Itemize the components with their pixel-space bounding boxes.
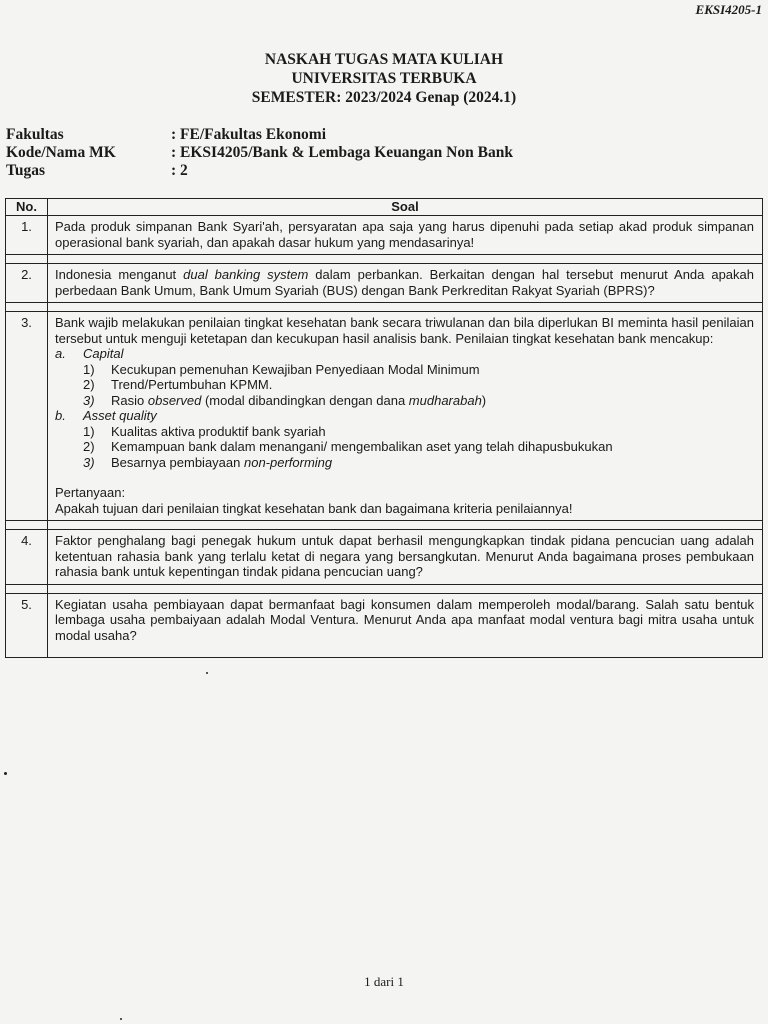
- item-text: Rasio: [111, 392, 148, 408]
- list-item: [55, 439, 754, 455]
- info-value: : FE/Fakultas Ekonomi: [171, 126, 327, 143]
- info-row-kode-mk: [6, 144, 513, 162]
- emphasis-text: observed: [147, 392, 202, 408]
- item-number: 3): [83, 392, 95, 408]
- page-number: 1 dari 1: [364, 974, 404, 989]
- header-semester: SEMESTER: 2023/2024 Genap (2024.1): [251, 89, 517, 106]
- column-header-no: No.: [6, 199, 48, 216]
- table-row: [6, 312, 763, 521]
- question-number: 5.: [6, 593, 48, 658]
- column-header-soal: Soal: [48, 199, 763, 216]
- question-text: [48, 312, 763, 521]
- question-label: Pertanyaan:: [55, 485, 126, 500]
- table-row: [6, 593, 763, 658]
- document-header: [0, 50, 768, 107]
- info-row-tugas: [6, 162, 513, 180]
- table-row: [6, 264, 763, 303]
- item-text: Trend/Pertumbuhan KPMM.: [111, 377, 273, 392]
- item-text: ): [481, 392, 487, 408]
- info-label: Tugas: [6, 162, 46, 179]
- question-text: Kegiatan usaha pembiayaan dapat bermanfaat bagi konsumen dalam memperoleh modal/barang. Salah satu bentuk lembaga usaha pembaiyaan adalah Modal Ventura. Menurut Anda apa manfaat modal ventura bagi mitra usaha untuk modal usaha?: [48, 593, 763, 658]
- table-header-row: [6, 199, 763, 216]
- item-number: 2): [83, 377, 95, 392]
- list-item: [55, 424, 754, 440]
- question-number: 1.: [6, 216, 48, 255]
- info-value: : 2: [171, 162, 188, 179]
- question-intro: Bank wajib melakukan penilaian tingkat kesehatan bank secara triwulanan dan bila diperlukan BI meminta hasil penilaian tersebut untuk menguji ketetapan dan kecukupan hasil analisis bank. Penilaian tingkat kesehatan bank mencakup:: [55, 315, 754, 346]
- question-text: Pada produk simpanan Bank Syari'ah, persyaratan apa saja yang harus dipenuhi pada setiap akad produk simpanan operasional bank syariah, dan apakah dasar hukum yang mendasarinya!: [48, 216, 763, 255]
- table-row: [6, 216, 763, 255]
- item-number: 2): [83, 439, 95, 454]
- item-text: Besarnya pembiayaan: [111, 454, 244, 470]
- question-table: [5, 198, 763, 658]
- subsection-title: Capital: [83, 346, 124, 361]
- row-gap: [6, 303, 763, 312]
- subsection-label: b.: [55, 408, 66, 423]
- question-text: [48, 264, 763, 303]
- item-text: Kecukupan pemenuhan Kewajiban Penyediaan Modal Minimum: [111, 361, 480, 377]
- emphasis-text: mudharabah: [408, 392, 482, 408]
- row-gap: [6, 584, 763, 593]
- list-item: [55, 362, 754, 378]
- list-item: [55, 377, 754, 393]
- spacer: [55, 470, 754, 485]
- item-text: Kualitas aktiva produktif bank syariah: [111, 423, 326, 439]
- question-number: 2.: [6, 264, 48, 303]
- table-row: [6, 530, 763, 585]
- subsection-label: a.: [55, 346, 66, 361]
- row-gap: [6, 521, 763, 530]
- info-value: : EKSI4205/Bank & Lembaga Keuangan Non Bank: [171, 144, 513, 161]
- header-university: UNIVERSITAS TERBUKA: [291, 70, 477, 87]
- item-number: 1): [83, 361, 95, 377]
- text-part: Indonesia menganut: [55, 267, 184, 282]
- question-text: Faktor penghalang bagi penegak hukum untuk dapat berhasil mengungkapkan tindak pidana pencucian uang adalah ketentuan rahasia bank yang terlalu ketat di negara yang bersangkutan. Menurut Anda bagaimana proses pembukaan rahasia bank untuk kepentingan tindak pidana pencucian uang?: [48, 530, 763, 585]
- info-row-fakultas: [6, 126, 513, 144]
- scan-speck: [206, 672, 208, 674]
- course-info: [6, 126, 513, 180]
- question-number: 4.: [6, 530, 48, 585]
- document-code: EKSI4205-1: [695, 2, 762, 17]
- emphasis-text: non-performing: [243, 454, 333, 470]
- list-item: [55, 455, 754, 471]
- scan-speck: [120, 1018, 122, 1020]
- question-prompt: Apakah tujuan dari penilaian tingkat kesehatan bank dan bagaimana kriteria penilaiannya!: [55, 500, 573, 516]
- info-label: Kode/Nama MK: [6, 144, 116, 161]
- subsection-capital: [55, 346, 754, 362]
- subsection-asset-quality: [55, 408, 754, 424]
- info-label: Fakultas: [6, 126, 64, 143]
- subsection-title: Asset quality: [83, 408, 157, 423]
- emphasis-text: dual banking system: [183, 267, 309, 282]
- item-number: 3): [83, 454, 95, 470]
- row-gap: [6, 255, 763, 264]
- list-item: [55, 393, 754, 409]
- text-part: dalam perbankan. Berkaitan dengan hal tersebut menurut Anda apakah perbedaan Bank Umum, Bank Umum Syariah (BUS) dengan Bank Perkreditan Rakyat Syariah (BPRS)?: [55, 267, 754, 298]
- scan-speck: [4, 772, 7, 775]
- item-text: Kemampuan bank dalam menangani/ mengembalikan aset yang telah dihapusbukukan: [111, 439, 613, 454]
- question-number: 3.: [6, 312, 48, 521]
- item-text: (modal dibandingkan dengan dana: [201, 392, 409, 408]
- item-number: 1): [83, 423, 95, 439]
- header-title: NASKAH TUGAS MATA KULIAH: [264, 51, 504, 68]
